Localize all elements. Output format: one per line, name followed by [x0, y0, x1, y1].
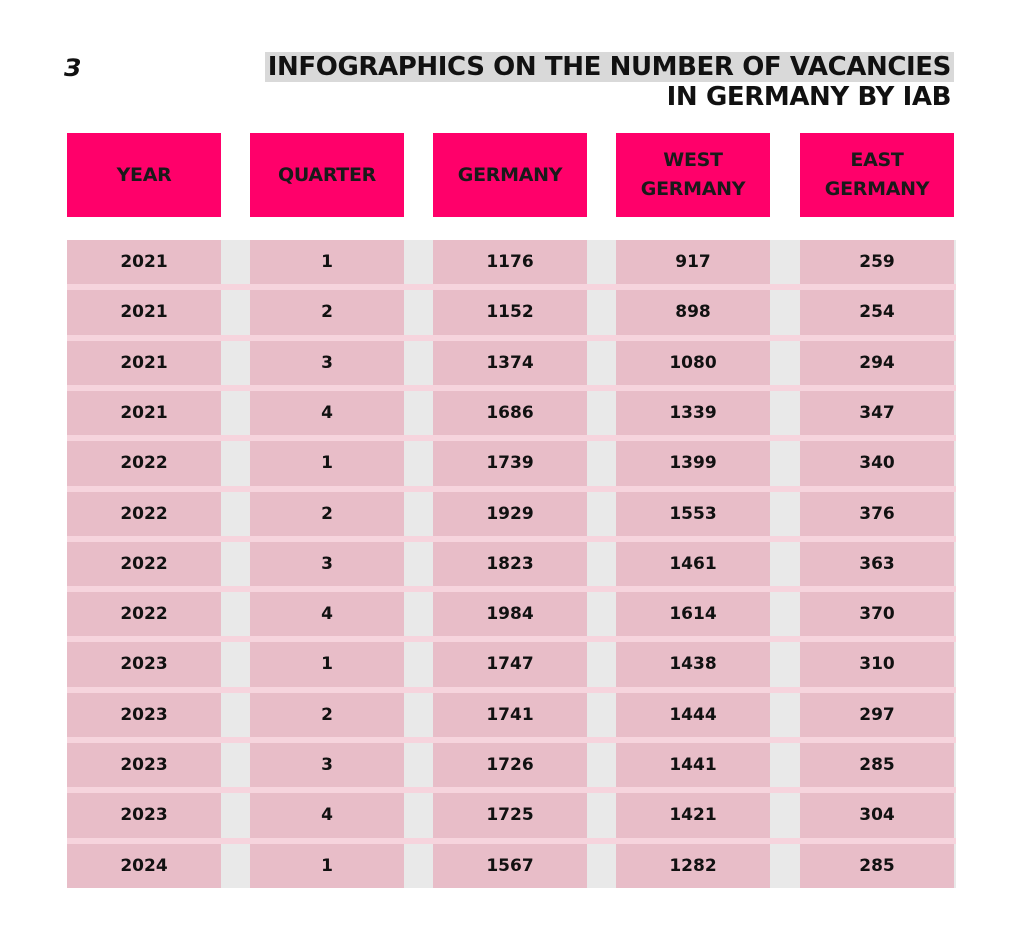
cell-quarter: 3: [321, 352, 333, 373]
logo: З: [64, 54, 82, 82]
page-title: [265, 52, 954, 112]
cell-west-germany: 898: [675, 302, 711, 323]
cell-germany: 1725: [486, 805, 534, 826]
cell-year: 2021: [120, 352, 168, 373]
cell-west-germany: 1399: [669, 453, 717, 474]
cell-quarter: 3: [321, 553, 333, 574]
cell-germany: 1726: [486, 755, 534, 775]
header-east-germany-label: EAST GERMANY: [824, 149, 930, 200]
cell-germany: 1741: [486, 704, 534, 725]
cell-quarter: 4: [321, 805, 333, 826]
cell-west-germany: 1339: [669, 402, 717, 423]
title-line-1: INFOGRAPHICS ON THE NUMBER OF VACANCIES: [265, 52, 954, 82]
cell-germany: 1374: [486, 352, 534, 373]
cell-east-germany: 304: [859, 805, 895, 826]
cell-year: 2023: [120, 654, 168, 675]
cell-quarter: 1: [321, 252, 333, 272]
cell-germany: 1929: [486, 503, 534, 524]
cell-west-germany: 1421: [669, 805, 717, 826]
header-east-germany: [800, 133, 954, 217]
cell-year: 2023: [120, 755, 168, 775]
cell-germany: 1739: [486, 453, 534, 474]
cell-east-germany: 285: [859, 855, 895, 876]
cell-quarter: 1: [321, 855, 333, 876]
cell-quarter: 2: [321, 302, 333, 323]
cell-west-germany: 1438: [669, 654, 717, 675]
cell-germany: 1747: [486, 654, 534, 675]
cell-east-germany: 370: [859, 604, 895, 625]
header-quarter: QUARTER: [250, 133, 404, 217]
header-west-germany-label: WEST GERMANY: [640, 149, 746, 200]
cell-quarter: 2: [321, 704, 333, 725]
cell-west-germany: 1441: [669, 755, 717, 775]
cell-east-germany: 285: [859, 755, 895, 775]
cell-east-germany: 340: [859, 453, 895, 474]
cell-year: 2022: [120, 553, 168, 574]
title-line-2: IN GERMANY BY IAB: [666, 82, 951, 112]
cell-germany: 1686: [486, 402, 534, 423]
cell-year: 2023: [120, 704, 168, 725]
cell-quarter: 1: [321, 453, 333, 474]
cell-germany: 1823: [486, 553, 534, 574]
cell-year: 2021: [120, 402, 168, 423]
cell-east-germany: 297: [859, 704, 895, 725]
cell-west-germany: 1461: [669, 553, 717, 574]
cell-east-germany: 259: [859, 252, 895, 272]
cell-year: 2021: [120, 302, 168, 323]
cell-east-germany: 347: [859, 402, 895, 423]
cell-germany: 1176: [486, 252, 534, 272]
cell-year: 2022: [120, 604, 168, 625]
cell-west-germany: 1614: [669, 604, 717, 625]
header-germany: GERMANY: [433, 133, 587, 217]
cell-quarter: 1: [321, 654, 333, 675]
header-year: YEAR: [67, 133, 221, 217]
cell-germany: 1984: [486, 604, 534, 625]
cell-east-germany: 254: [859, 302, 895, 323]
header-west-germany: [616, 133, 770, 217]
cell-west-germany: 917: [675, 252, 711, 272]
cell-east-germany: 376: [859, 503, 895, 524]
cell-east-germany: 294: [859, 352, 895, 373]
cell-year: 2024: [120, 855, 168, 876]
cell-year: 2021: [120, 252, 168, 272]
cell-east-germany: 363: [859, 553, 895, 574]
cell-year: 2023: [120, 805, 168, 826]
cell-quarter: 2: [321, 503, 333, 524]
cell-east-germany: 310: [859, 654, 895, 675]
cell-west-germany: 1282: [669, 855, 717, 876]
cell-germany: 1152: [486, 302, 534, 323]
cell-quarter: 4: [321, 402, 333, 423]
cell-west-germany: 1080: [669, 352, 717, 373]
cell-quarter: 3: [321, 755, 333, 775]
cell-year: 2022: [120, 453, 168, 474]
cell-west-germany: 1553: [669, 503, 717, 524]
cell-quarter: 4: [321, 604, 333, 625]
cell-west-germany: 1444: [669, 704, 717, 725]
cell-year: 2022: [120, 503, 168, 524]
cell-germany: 1567: [486, 855, 534, 876]
